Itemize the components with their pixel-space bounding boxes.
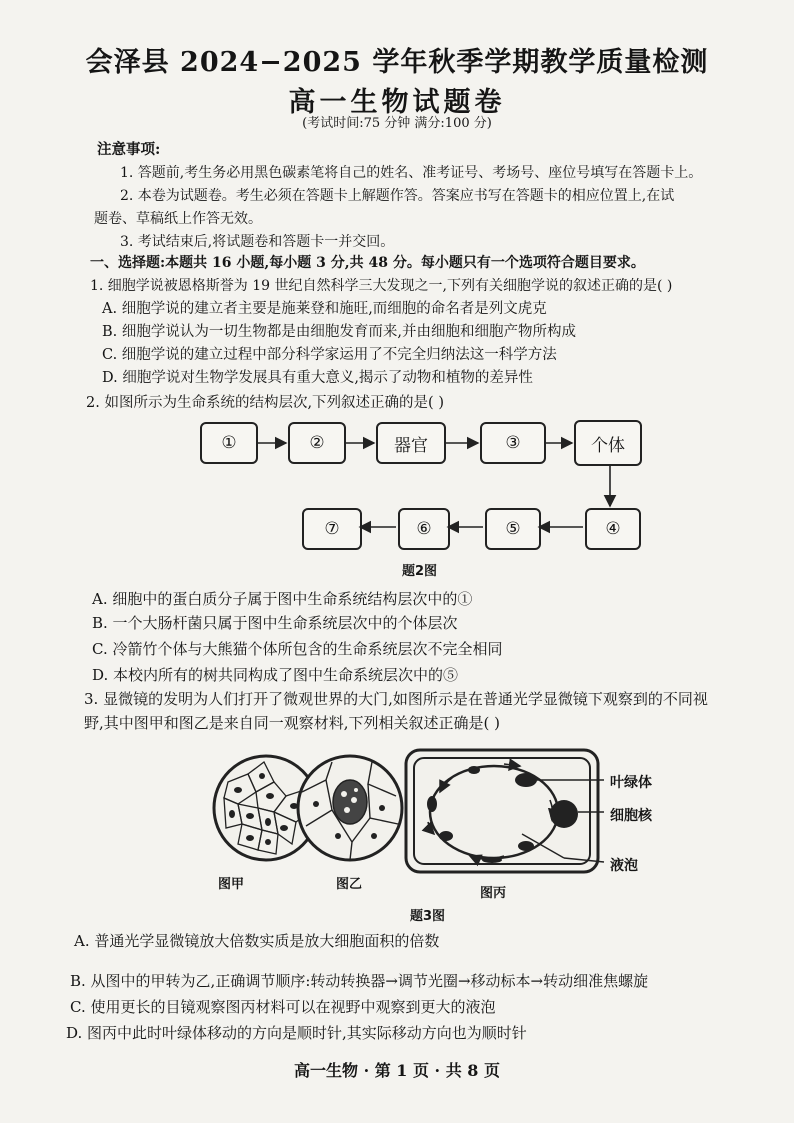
q3-option-d: D. 图丙中此时叶绿体移动的方向是顺时针,其实际移动方向也为顺时针 <box>66 1024 527 1042</box>
notes-heading: 注意事项: <box>97 141 161 158</box>
q1-option-d: D. 细胞学说对生物学发展具有重大意义,揭示了动物和植物的差异性 <box>102 370 533 386</box>
note-3: 3. 考试结束后,将试题卷和答题卡一并交回。 <box>120 234 395 250</box>
exam-info: (考试时间:75 分钟 满分:100 分) <box>302 116 492 131</box>
q2-stem: 2. 如图所示为生命系统的结构层次,下列叙述正确的是( ) <box>86 395 444 411</box>
figure-bing-label: 图丙 <box>480 886 507 901</box>
q2-option-c: C. 冷箭竹个体与大熊猫个体所包含的生命系统层次不完全相同 <box>92 640 503 658</box>
exam-subtitle: 高一生物试题卷 <box>288 87 506 118</box>
q1-option-b: B. 细胞学说认为一切生物都是由细胞发育而来,并由细胞和细胞产物所构成 <box>102 324 576 340</box>
level-box-organ: 器官 <box>376 422 446 464</box>
level-box-5: ⑤ <box>485 508 541 550</box>
level-box-3: ③ <box>480 422 546 464</box>
level-box-4: ④ <box>585 508 641 550</box>
page-footer: 高一生物 · 第 1 页 · 共 8 页 <box>294 1061 500 1080</box>
q1-option-c: C. 细胞学说的建立过程中部分科学家运用了不完全归纳法这一科学方法 <box>102 347 557 363</box>
q1-stem: 1. 细胞学说被恩格斯誉为 19 世纪自然科学三大发现之一,下列有关细胞学说的叙述正确的是( ) <box>90 278 673 294</box>
q2-option-a: A. 细胞中的蛋白质分子属于图中生命系统结构层次中的① <box>92 590 473 608</box>
q2-caption: 题2图 <box>402 564 438 579</box>
q3-option-a: A. 普通光学显微镜放大倍数实质是放大细胞面积的倍数 <box>74 932 440 950</box>
q3-option-c: C. 使用更长的目镜观察图丙材料可以在视野中观察到更大的液泡 <box>70 998 496 1016</box>
q3-option-b: B. 从图中的甲转为乙,正确调节顺序:转动转换器→调节光圈→移动标本→转动细准焦螺旋 <box>70 972 649 990</box>
figure-yi-label: 图乙 <box>336 877 363 892</box>
level-box-6: ⑥ <box>398 508 450 550</box>
q2-option-d: D. 本校内所有的树共同构成了图中生命系统层次中的⑤ <box>92 666 459 684</box>
section-heading: 一、选择题:本题共 16 小题,每小题 3 分,共 48 分。每小题只有一个选项符合题目要求。 <box>90 255 645 271</box>
level-box-1: ① <box>200 422 258 464</box>
label-chloroplast: 叶绿体 <box>610 775 652 791</box>
q3-stem-1: 3. 显微镜的发明为人们打开了微观世界的大门,如图所示是在普通光学显微镜下观察到的不同视 <box>84 690 708 708</box>
q3-stem-2: 野,其中图甲和图乙是来自同一观察材料,下列相关叙述正确是( ) <box>84 714 501 732</box>
q1-option-a: A. 细胞学说的建立者主要是施莱登和施旺,而细胞的命名者是列文虎克 <box>102 301 547 317</box>
figure-bing <box>404 748 604 878</box>
level-box-7: ⑦ <box>302 508 362 550</box>
note-1: 1. 答题前,考生务必用黑色碳素笔将自己的姓名、准考证号、考场号、座位号填写在答题卡上。 <box>120 165 703 181</box>
level-box-2: ② <box>288 422 346 464</box>
q3-caption: 题3图 <box>410 909 446 924</box>
note-2: 2. 本卷为试题卷。考生必须在答题卡上解题作答。答案应书写在答题卡的相应位置上,在试 <box>120 188 675 204</box>
label-vacuole: 液泡 <box>610 858 638 874</box>
exam-title: 会泽县 2024−2025 学年秋季学期教学质量检测 <box>85 47 709 78</box>
q2-option-b: B. 一个大肠杆菌只属于图中生命系统层次中的个体层次 <box>92 614 458 632</box>
figure-yi <box>292 752 412 872</box>
figure-jia-label: 图甲 <box>218 877 245 892</box>
level-box-individual: 个体 <box>574 420 642 466</box>
label-nucleus: 细胞核 <box>610 808 652 824</box>
note-2-cont: 题卷、草稿纸上作答无效。 <box>94 211 262 227</box>
